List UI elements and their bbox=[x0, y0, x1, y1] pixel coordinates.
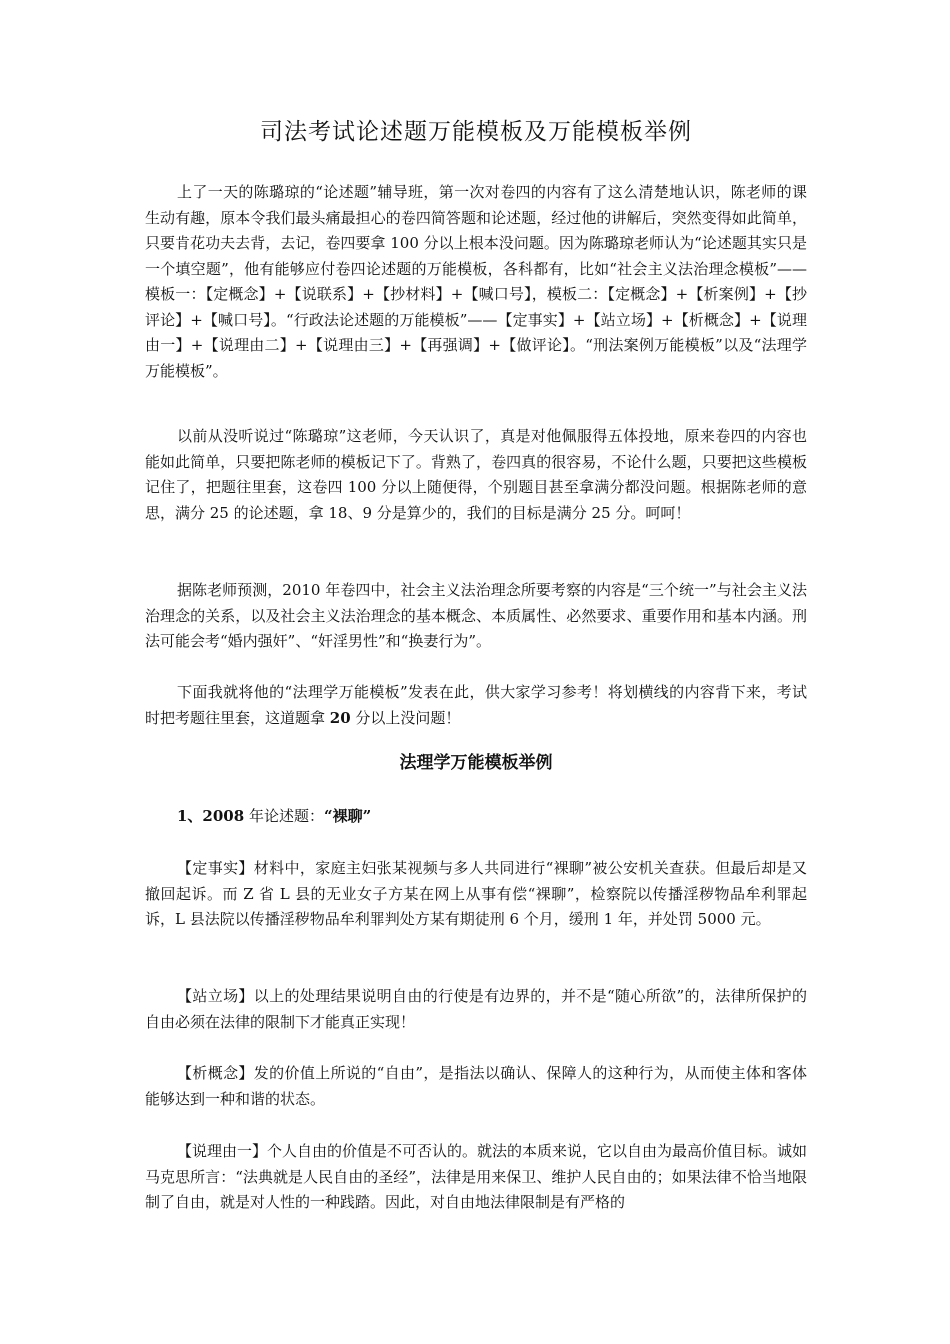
case-paragraph-position: 【站立场】以上的处理结果说明自由的行使是有边界的，并不是“随心所欲”的，法律所保护的自由必须在法律的限制下才能真正实现！ bbox=[145, 987, 807, 1031]
section-subtitle: 法理学万能模板举例 bbox=[399, 753, 553, 773]
case-heading bbox=[177, 804, 371, 829]
closing-paragraph bbox=[145, 680, 807, 731]
case-paragraph-reason-one: 【说理由一】个人自由的价值是不可否认的。就法的本质来说，它以自由为最高价值目标。诚如马克思所言：“法典就是人民自由的圣经”，法律是用来保卫、维护人民自由的；如果法律不恰当地限制了自由，就是对人性的一种践踏。因此，对自由地法律限制是有严格的 bbox=[145, 1142, 808, 1211]
intro-paragraph-3: 据陈老师预测，2010 年卷四中，社会主义法治理念所要考察的内容是“三个统一”与社会主义法治理念的关系，以及社会主义法治理念的基本概念、本质属性、必然要求、重要作用和基本内涵。刑法可能会考“婚内强奸”、“奸淫男性”和“换妻行为”。 bbox=[145, 581, 807, 650]
closing-text-end: 分以上没问题！ bbox=[350, 708, 461, 727]
intro-paragraph-2: 以前从没听说过“陈璐琼”这老师，今天认识了，真是对他佩服得五体投地，原来卷四的内容也能如此简单，只要把陈老师的模板记下了。背熟了，卷四真的很容易，不论什么题，只要把这些模板记住了，把题往里套，这卷四 100 分以上随便得，个别题目甚至拿满分都没问题。根据陈老师的意思，满分 25 的论述题，拿 18、9 分是算少的，我们的目标是满分 25 分。呵呵！ bbox=[145, 427, 807, 522]
case-number: 1、2008 bbox=[177, 807, 245, 825]
document-title: 司法考试论述题万能模板及万能模板举例 bbox=[260, 119, 692, 145]
closing-text-start: 下面我就将他的“法理学万能模板”发表在此，供大家学习参考！将划横线的内容背下来，考试时把考题往里套，这道题拿 bbox=[145, 683, 807, 727]
intro-paragraph-1: 上了一天的陈璐琼的“论述题”辅导班，第一次对卷四的内容有了这么清楚地认识，陈老师的课生动有趣，原本令我们最头痛最担心的卷四简答题和论述题，经过他的讲解后，突然变得如此简单，只要肯花功夫去背，去记，卷四要拿 100 分以上根本没问题。因为陈璐琼老师认为“论述题其实只是一个填空题”，他有能够应付卷四论述题的万能模板，各科都有，比如“社会主义法治理念模板”——模板一：【定概念】+【说联系】+【抄材料】+【喊口号】，模板二：【定概念】+【析案例】+【抄评论】+【喊口号】。“行政法论述题的万能模板”——【定事实】+【站立场】+【析概念】+【说理由一】+【说理由二】+【说理由三】+【再强调】+【做评论】。“刑法案例万能模板”以及“法理学万能模板”。 bbox=[145, 183, 807, 380]
case-topic: “裸聊” bbox=[323, 807, 372, 825]
case-label: 年论述题： bbox=[244, 807, 324, 825]
case-paragraph-concept: 【析概念】发的价值上所说的“自由”，是指法以确认、保障人的这种行为，从而使主体和客体能够达到一种和谐的状态。 bbox=[145, 1064, 807, 1108]
case-paragraph-fact: 【定事实】材料中，家庭主妇张某视频与多人共同进行“裸聊”被公安机关查获。但最后却是又撤回起诉。而 Z 省 L 县的无业女子方某在网上从事有偿“裸聊”，检察院以传播淫秽物品牟利罪起诉，L 县法院以传播淫秽物品牟利罪判处方某有期徒刑 6 个月，缓刑 1 年，并处罚 5000 元。 bbox=[145, 859, 807, 928]
closing-score: 20 bbox=[329, 708, 351, 727]
